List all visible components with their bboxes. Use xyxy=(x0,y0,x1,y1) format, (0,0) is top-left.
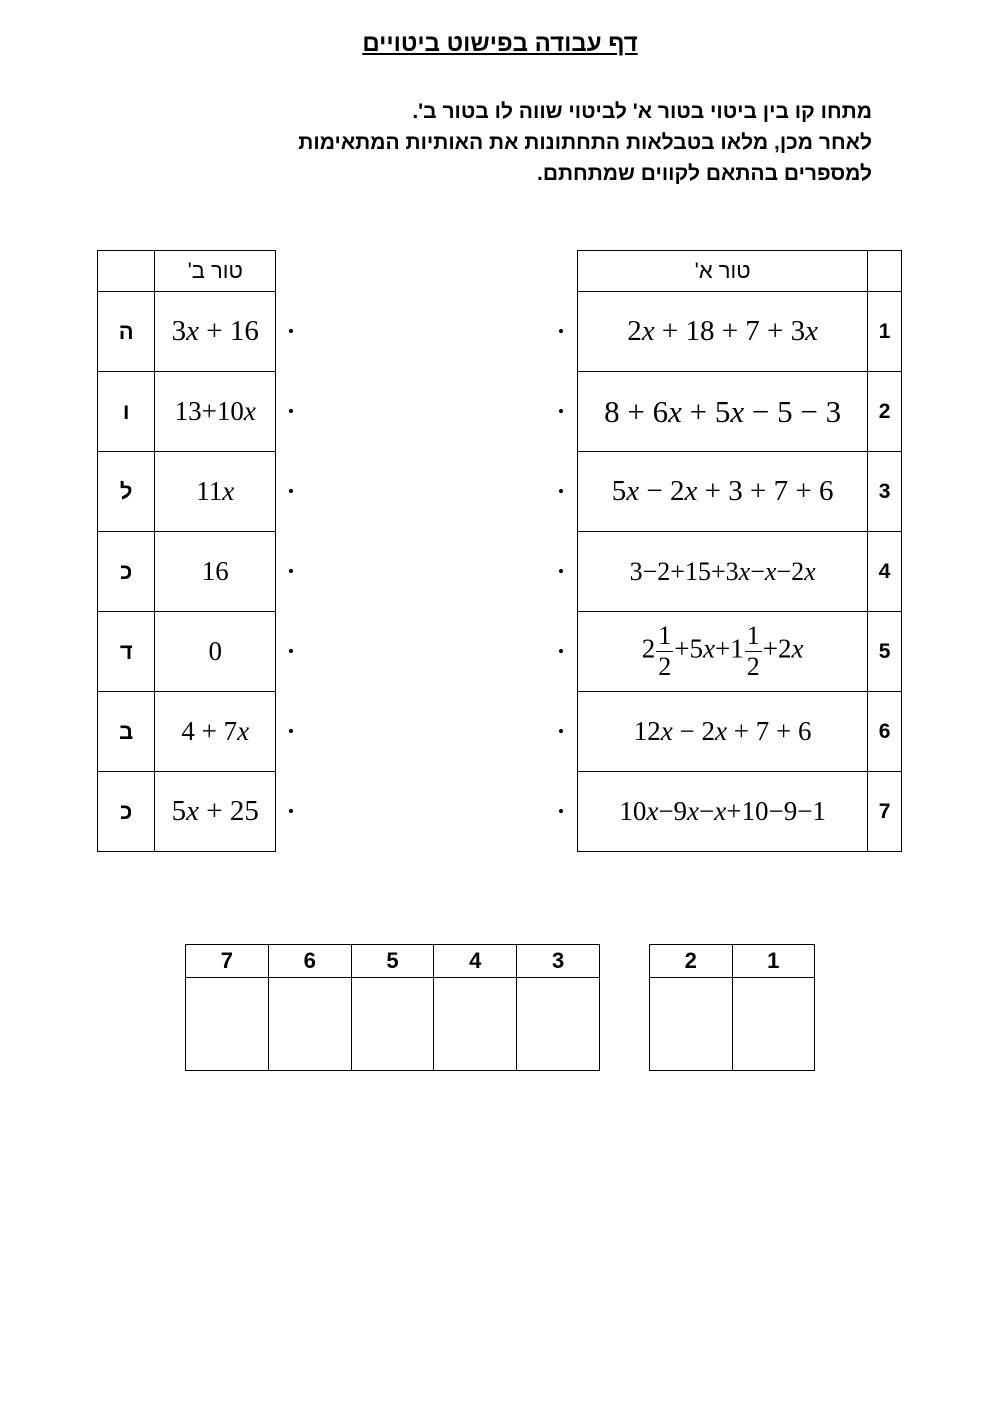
column-a-dot[interactable] xyxy=(559,489,563,493)
column-a-corner xyxy=(868,251,902,292)
column-a-header: טור א' xyxy=(578,251,868,292)
column-b-dot[interactable] xyxy=(289,329,293,333)
column-a-expression: 3−2+15+3x−x−2x xyxy=(578,532,868,612)
column-a-expression: 2x + 18 + 7 + 3x xyxy=(578,292,868,372)
column-b-letter: ב xyxy=(98,692,155,772)
column-b-header: טור ב' xyxy=(155,251,276,292)
column-b-letter: ה xyxy=(98,292,155,372)
answer-header: 2 xyxy=(650,945,733,978)
column-a-number: 1 xyxy=(868,292,902,372)
column-a-number: 5 xyxy=(868,612,902,692)
column-b-expression: 3x + 16 xyxy=(155,292,276,372)
answer-cell[interactable] xyxy=(351,978,434,1071)
instruction-line-1: מתחו קו בין ביטוי בטור א' לביטוי שווה לו בטור ב'. xyxy=(412,100,872,123)
column-a-number: 6 xyxy=(868,692,902,772)
column-a-dot[interactable] xyxy=(559,409,563,413)
column-a-dot[interactable] xyxy=(559,809,563,813)
column-a-expression: 5x − 2x + 3 + 7 + 6 xyxy=(578,452,868,532)
column-b-expression: 0 xyxy=(155,612,276,692)
column-a-number: 4 xyxy=(868,532,902,612)
instruction-line-2: לאחר מכן, מלאו בטבלאות התחתונות את האותיות המתאימות xyxy=(298,131,872,154)
column-b-expression: 13+10x xyxy=(155,372,276,452)
answer-cell[interactable] xyxy=(434,978,517,1071)
column-a-dot[interactable] xyxy=(559,649,563,653)
answer-header: 4 xyxy=(434,945,517,978)
column-a-expression: 10x−9x−x+10−9−1 xyxy=(578,772,868,852)
column-a-dot[interactable] xyxy=(559,329,563,333)
instructions xyxy=(172,96,872,189)
answer-header: 6 xyxy=(268,945,351,978)
column-b-letter: ו xyxy=(98,372,155,452)
answer-cell[interactable] xyxy=(186,978,269,1071)
answer-cell[interactable] xyxy=(517,978,600,1071)
column-b-dot[interactable] xyxy=(289,489,293,493)
column-b-expression: 4 + 7x xyxy=(155,692,276,772)
column-b-letter: ד xyxy=(98,612,155,692)
column-b-letter: כ xyxy=(98,532,155,612)
answer-cell[interactable] xyxy=(732,978,815,1071)
column-b-expression: 16 xyxy=(155,532,276,612)
column-b-dot[interactable] xyxy=(289,809,293,813)
column-b-table xyxy=(97,250,276,852)
column-b-dot[interactable] xyxy=(289,729,293,733)
answer-table-right xyxy=(649,944,815,1071)
answer-table-left xyxy=(185,944,600,1071)
column-a-expression: 2 $\frac{1}{2}$ +5x+1 $\frac{1}{2}$ +2x xyxy=(578,612,868,692)
answer-header: 5 xyxy=(351,945,434,978)
column-a-dot[interactable] xyxy=(559,729,563,733)
column-b-expression: 5x + 25 xyxy=(155,772,276,852)
instruction-line-3: למספרים בהתאם לקווים שמתחתם. xyxy=(537,162,872,185)
column-b-dot[interactable] xyxy=(289,569,293,573)
column-b-corner xyxy=(98,251,155,292)
column-a-expression: 12x − 2x + 7 + 6 xyxy=(578,692,868,772)
column-b-letter: כ xyxy=(98,772,155,852)
answer-cell[interactable] xyxy=(650,978,733,1071)
column-a-dot[interactable] xyxy=(559,569,563,573)
column-b-expression: 11x xyxy=(155,452,276,532)
answer-cell[interactable] xyxy=(268,978,351,1071)
answer-header: 3 xyxy=(517,945,600,978)
column-a-number: 7 xyxy=(868,772,902,852)
column-a-number: 2 xyxy=(868,372,902,452)
column-b-letter: ל xyxy=(98,452,155,532)
page-title: דף עבודה בפישוט ביטויים xyxy=(362,30,638,57)
answer-header: 1 xyxy=(732,945,815,978)
column-a-expression: 8 + 6x + 5x − 5 − 3 xyxy=(578,372,868,452)
column-a-number: 3 xyxy=(868,452,902,532)
column-b-dot[interactable] xyxy=(289,649,293,653)
column-a-table xyxy=(577,250,902,852)
answer-header: 7 xyxy=(186,945,269,978)
column-b-dot[interactable] xyxy=(289,409,293,413)
